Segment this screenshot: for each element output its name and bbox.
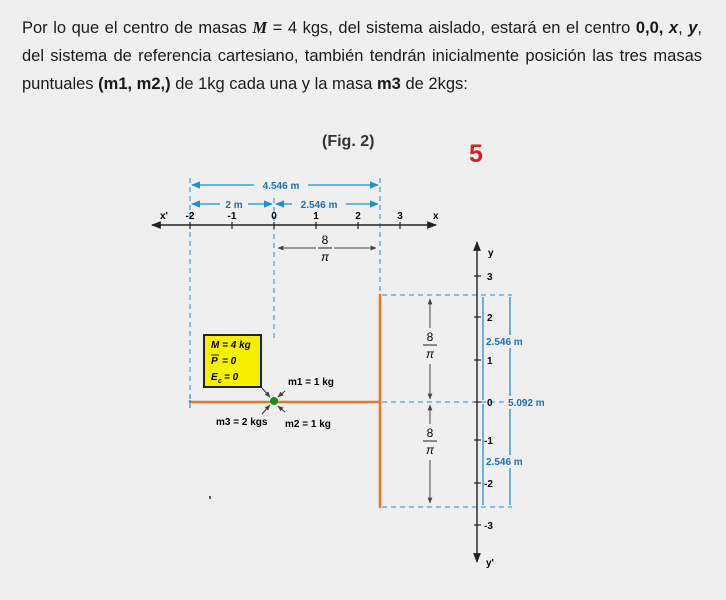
origin-coords: 0,0, bbox=[635, 19, 664, 37]
frac-den-h: π bbox=[320, 250, 330, 264]
label-m1: m1 = 1 kg bbox=[288, 377, 334, 388]
dim-right-label: 2.546 m bbox=[300, 200, 338, 211]
x-axis-right-label: x bbox=[433, 211, 439, 222]
info-energy-value: = 0 bbox=[224, 372, 239, 383]
dim-total-label: 4.546 m bbox=[262, 181, 300, 192]
dim-full-label: 5.092 m bbox=[508, 398, 545, 409]
text-segment: Por lo que el centro de masas bbox=[22, 19, 247, 37]
x-tick-label: 2 bbox=[355, 211, 361, 222]
pointer-m1 bbox=[278, 391, 285, 397]
pointer-m2 bbox=[278, 406, 285, 412]
dim-half-lower-label: 2.546 m bbox=[486, 457, 523, 468]
math-M: M bbox=[252, 18, 268, 37]
rod-structure bbox=[190, 295, 380, 507]
stray-dot bbox=[209, 496, 211, 499]
y-axis-bottom-label: y' bbox=[486, 558, 494, 569]
axis-x-name: x bbox=[668, 19, 679, 37]
info-momentum-value: = 0 bbox=[222, 356, 237, 367]
x-axis bbox=[152, 211, 439, 229]
x-tick-label: 3 bbox=[397, 211, 403, 222]
y-tick-label: 2 bbox=[487, 313, 493, 324]
dim-half-upper-label: 2.546 m bbox=[486, 337, 523, 348]
x-axis-left-label: x' bbox=[160, 211, 168, 222]
frac-num-lower: 8 bbox=[426, 426, 434, 440]
center-of-mass-dot bbox=[270, 397, 278, 405]
info-energy-sub: c bbox=[218, 378, 222, 385]
y-tick-label: -3 bbox=[484, 521, 493, 532]
masses-group: (m1, m2,) bbox=[98, 75, 171, 93]
info-energy: E bbox=[211, 372, 218, 383]
figure-caption: (Fig. 2) bbox=[322, 133, 375, 150]
y-tick-label: -1 bbox=[484, 436, 493, 447]
y-tick-label: -2 bbox=[484, 479, 493, 490]
text-segment: = 4 kgs, del sistema aislado, estará en el centro bbox=[272, 19, 631, 37]
y-tick-label: 0 bbox=[487, 398, 493, 409]
y-tick-label: 3 bbox=[487, 272, 493, 283]
label-m2: m2 = 1 kg bbox=[285, 419, 331, 430]
text-comma: , bbox=[678, 19, 683, 37]
x-tick-label: -2 bbox=[185, 211, 195, 222]
axis-y-name: y bbox=[688, 19, 698, 37]
y-axis-top-label: y bbox=[488, 248, 494, 259]
frac-den-upper: π bbox=[425, 347, 435, 361]
x-tick-label: -1 bbox=[227, 211, 237, 222]
info-momentum: P bbox=[211, 356, 218, 367]
y-axis bbox=[474, 242, 494, 569]
info-mass: M = 4 kg bbox=[211, 340, 251, 351]
pointer-box bbox=[262, 388, 270, 397]
frac-num-h: 8 bbox=[321, 233, 329, 247]
y-tick-label: 1 bbox=[487, 356, 493, 367]
mass-m3-name: m3 bbox=[377, 75, 401, 93]
text-segment: de 2kgs: bbox=[405, 75, 468, 93]
frac-num-upper: 8 bbox=[426, 330, 434, 344]
text-segment: , del sistema de referencia cartesiano, también tendrán inicialmente posición las tres masas puntuales bbox=[22, 19, 702, 93]
pointer-m3 bbox=[262, 405, 270, 414]
dim-left-label: 2 m bbox=[225, 200, 243, 211]
page-number: 5 bbox=[469, 140, 483, 168]
x-tick-label: 1 bbox=[313, 211, 319, 222]
frac-den-lower: π bbox=[425, 443, 435, 457]
text-segment: de 1kg cada una y la masa bbox=[175, 75, 373, 93]
label-m3: m3 = 2 kgs bbox=[216, 417, 268, 428]
x-tick-label: 0 bbox=[271, 211, 277, 222]
